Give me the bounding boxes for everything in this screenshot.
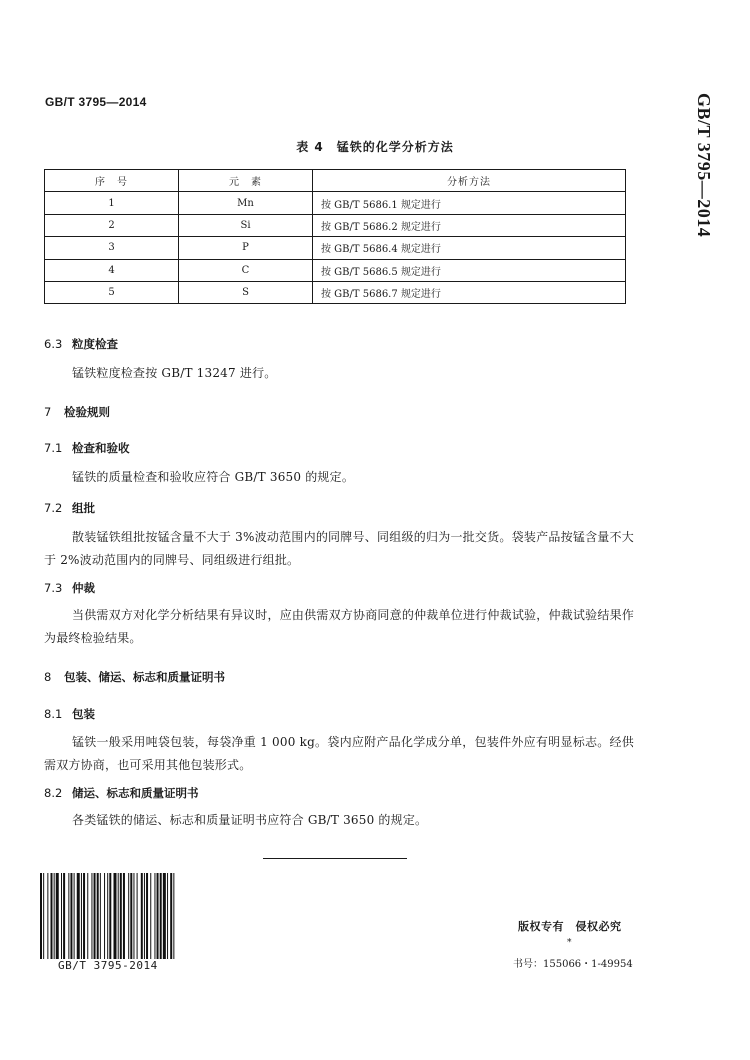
table-row (45, 192, 626, 214)
barcode-bar (160, 873, 162, 959)
barcode-bar (141, 873, 143, 959)
cell-no: 2 (45, 214, 179, 236)
cell-method: 按 GB/T 5686.7 规定进行 (313, 281, 626, 303)
section-8-1-text: 锰铁一般采用吨袋包装，每袋净重 1 000 kg。袋内应附产品化学成分单，包装件外应有明显标志。经供需双方协商，也可采用其他包装形式。 (44, 735, 634, 772)
barcode-bar (120, 873, 122, 959)
section-8-heading (44, 669, 225, 685)
barcode-bar (74, 873, 75, 959)
section-number: 8.1 (44, 707, 63, 721)
barcode-bar (97, 873, 99, 959)
barcode-bar (91, 873, 92, 959)
section-7-2-heading (44, 500, 95, 516)
cell-no: 1 (45, 192, 179, 214)
cell-no: 4 (45, 259, 179, 281)
barcode-bar (61, 873, 62, 959)
barcode-bar (167, 873, 168, 959)
barcode-bar (56, 873, 59, 959)
cell-method: 按 GB/T 5686.5 规定进行 (313, 259, 626, 281)
barcode-bar (154, 873, 155, 959)
header-element: 元 素 (179, 170, 313, 192)
barcode-bar (109, 873, 111, 959)
section-6-3-heading (44, 336, 118, 352)
end-rule (263, 858, 407, 859)
section-number: 7 (44, 405, 52, 419)
barcode-bar (157, 873, 159, 959)
barcode-bar (150, 873, 151, 959)
barcode-bar (47, 873, 48, 959)
section-number: 7.3 (44, 581, 63, 595)
barcode-text: GB/T 3795-2014 (58, 959, 158, 972)
table-row (45, 281, 626, 303)
barcode-bar (40, 873, 42, 959)
barcode-bar (87, 873, 88, 959)
barcode-bar (43, 873, 44, 959)
cell-element: P (179, 237, 313, 259)
section-number: 8 (44, 670, 52, 684)
section-title: 粒度检查 (72, 337, 118, 351)
cell-method: 按 GB/T 5686.1 规定进行 (313, 192, 626, 214)
section-title: 组批 (72, 501, 95, 515)
barcode-bar (137, 873, 138, 959)
barcode-bar (54, 873, 55, 959)
cell-element: Si (179, 214, 313, 236)
barcode-bar (170, 873, 172, 959)
header-no: 序 号 (45, 170, 179, 192)
barcode-bar (104, 873, 105, 959)
cell-no: 5 (45, 281, 179, 303)
section-7-1-text: 锰铁的质量检查和验收应符合 GB/T 3650 的规定。 (72, 470, 355, 484)
section-7-2-text: 散装锰铁组批按锰含量不大于 3%波动范围内的同牌号、同组级的归为一批交货。袋装产品按锰含量不大于 2%波动范围内的同牌号、同组级进行组批。 (44, 530, 634, 567)
section-number: 6.3 (44, 337, 63, 351)
barcode-bar (128, 873, 129, 959)
barcode-bar (118, 873, 119, 959)
section-number: 7.2 (44, 501, 63, 515)
barcode-bar (77, 873, 80, 959)
table-row (45, 259, 626, 281)
section-7-1-heading (44, 440, 130, 456)
barcode-bar (163, 873, 166, 959)
section-7-heading (44, 404, 110, 420)
table-row (45, 214, 626, 236)
cell-element: Mn (179, 192, 313, 214)
barcode (40, 873, 222, 959)
section-title: 包装 (72, 707, 95, 721)
section-number: 7.1 (44, 441, 63, 455)
barcode-bar (63, 873, 65, 959)
barcode-bar (51, 873, 53, 959)
barcode-bar (81, 873, 82, 959)
barcode-bar (107, 873, 108, 959)
cell-method: 按 GB/T 5686.2 规定进行 (313, 214, 626, 236)
barcode-bar (114, 873, 117, 959)
section-6-3-text: 锰铁粒度检查按 GB/T 13247 进行。 (72, 366, 277, 380)
barcode-bar (94, 873, 96, 959)
section-title: 检验规则 (64, 405, 110, 419)
barcode-bar (100, 873, 101, 959)
section-7-3-text: 当供需双方对化学分析结果有异议时，应由供需双方协商同意的仲裁单位进行仲裁试验，仲裁试验结果作为最终检验结果。 (44, 608, 634, 645)
section-title: 储运、标志和质量证明书 (72, 786, 199, 800)
table-title: 表 4 锰铁的化学分析方法 (296, 140, 454, 154)
section-7-3-heading (44, 580, 95, 596)
section-number: 8.2 (44, 786, 63, 800)
section-8-2-heading (44, 785, 199, 801)
section-title: 检查和验收 (72, 441, 130, 455)
barcode-bar (173, 873, 174, 959)
header-std-code: GB/T 3795—2014 (45, 95, 147, 109)
star-mark: * (567, 938, 572, 948)
barcode-bar (123, 873, 125, 959)
barcode-bar (70, 873, 72, 959)
section-8-1-heading (44, 706, 95, 722)
barcode-bar (83, 873, 85, 959)
header-method: 分析方法 (313, 170, 626, 192)
table-header-row (45, 170, 626, 192)
copyright-notice: 版权专有 侵权必究 (518, 920, 622, 933)
barcode-bar (130, 873, 132, 959)
table-row (45, 237, 626, 259)
book-number: 书号：155066・1-49954 (513, 959, 633, 970)
cell-element: S (179, 281, 313, 303)
side-std-code: GB/T 3795—2014 (694, 93, 714, 238)
section-title: 仲裁 (72, 581, 95, 595)
cell-method: 按 GB/T 5686.4 规定进行 (313, 237, 626, 259)
section-title: 包装、储运、标志和质量证明书 (64, 670, 225, 684)
barcode-bar (133, 873, 134, 959)
barcode-bar (146, 873, 148, 959)
cell-no: 3 (45, 237, 179, 259)
cell-element: C (179, 259, 313, 281)
barcode-bar (68, 873, 69, 959)
analysis-method-table (44, 169, 626, 304)
section-8-2-text: 各类锰铁的储运、标志和质量证明书应符合 GB/T 3650 的规定。 (72, 813, 428, 827)
barcode-bar (144, 873, 145, 959)
